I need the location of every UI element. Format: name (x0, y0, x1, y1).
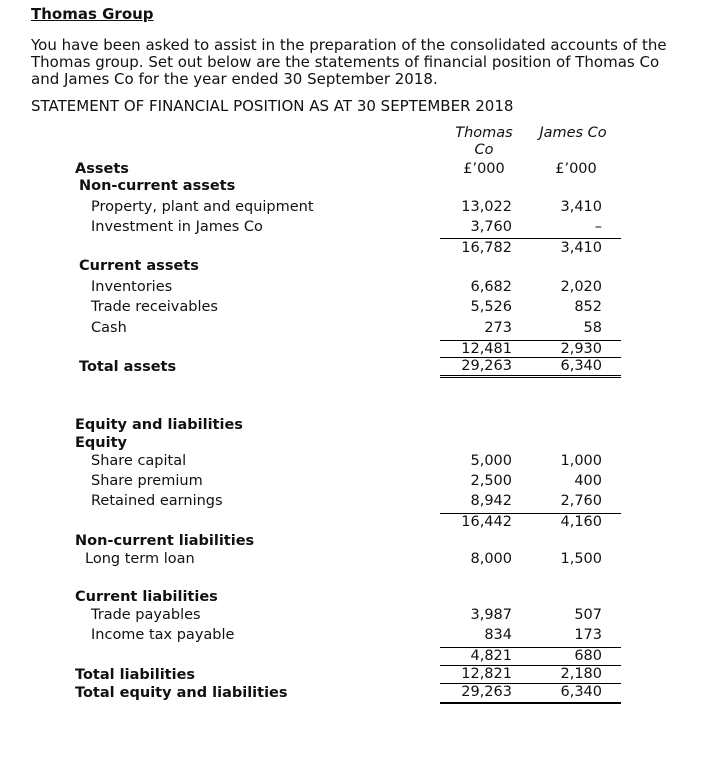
column-header-james: James Co (539, 125, 607, 141)
value-thomas: 5,000 (470, 453, 512, 469)
value-james: – (594, 219, 602, 235)
column-header-thomas (444, 125, 524, 159)
subtotal-thomas: 16,442 (461, 514, 512, 530)
value-james: 852 (574, 299, 602, 315)
line-item-label: Investment in James Co (91, 219, 263, 235)
non-current-assets-heading: Non-current assets (79, 178, 236, 194)
column-header-thomas-line1: Thomas (455, 125, 513, 141)
line-item-label: Share capital (91, 453, 187, 469)
unit-thomas: £’000 (463, 161, 505, 177)
total-equity-liabilities-thomas: 29,263 (461, 684, 512, 700)
value-james: 2,020 (560, 279, 602, 295)
unit-james: £’000 (555, 161, 597, 177)
value-thomas: 2,500 (470, 473, 512, 489)
line-item-label: Income tax payable (91, 627, 235, 643)
equity-liabilities-heading: Equity and liabilities (75, 417, 243, 433)
total-assets-james: 6,340 (560, 358, 602, 374)
subtotal-thomas: 4,821 (470, 648, 512, 664)
value-thomas: 834 (484, 627, 512, 643)
total-assets-label: Total assets (79, 359, 177, 375)
assets-heading: Assets (75, 161, 129, 177)
value-james: 58 (583, 320, 602, 336)
subtotal-james: 680 (574, 648, 602, 664)
value-james: 173 (574, 627, 602, 643)
subtotal-james: 4,160 (560, 514, 602, 530)
value-thomas: 273 (484, 320, 512, 336)
equity-heading: Equity (75, 435, 127, 451)
statement-heading: STATEMENT OF FINANCIAL POSITION AS AT 30 SEPTEMBER 2018 (31, 97, 514, 115)
subtotal-james: 3,410 (560, 240, 602, 256)
value-james: 400 (574, 473, 602, 489)
total-liabilities-thomas: 12,821 (461, 666, 512, 682)
line-item-label: Share premium (91, 473, 203, 489)
line-item-label: Long term loan (85, 551, 195, 567)
value-thomas: 6,682 (470, 279, 512, 295)
value-james: 1,500 (560, 551, 602, 567)
non-current-liabilities-heading: Non-current liabilities (75, 533, 255, 549)
line-item-label: Trade receivables (91, 299, 218, 315)
subtotal-rule (440, 238, 621, 239)
value-thomas: 3,987 (470, 607, 512, 623)
line-item-label: Trade payables (91, 607, 201, 623)
intro-paragraph: You have been asked to assist in the preparation of the consolidated accounts of the Thomas group. Set out below are the statements of financial position of Thomas Co and James Co for the year ended 30 September 2018. (31, 36, 667, 88)
value-thomas: 5,526 (470, 299, 512, 315)
final-total-thick-rule (440, 702, 621, 704)
total-assets-thomas: 29,263 (461, 358, 512, 374)
total-equity-liabilities-label: Total equity and liabilities (75, 685, 288, 701)
value-thomas: 13,022 (461, 199, 512, 215)
column-header-thomas-line2: Co (474, 142, 494, 158)
total-liabilities-label: Total liabilities (75, 667, 196, 683)
value-james: 507 (574, 607, 602, 623)
line-item-label: Retained earnings (91, 493, 223, 509)
value-thomas: 8,942 (470, 493, 512, 509)
line-item-label: Inventories (91, 279, 173, 295)
value-james: 3,410 (560, 199, 602, 215)
current-liabilities-heading: Current liabilities (75, 589, 218, 605)
subtotal-thomas: 16,782 (461, 240, 512, 256)
document-title: Thomas Group (31, 5, 154, 23)
line-item-label: Property, plant and equipment (91, 199, 314, 215)
value-thomas: 8,000 (470, 551, 512, 567)
value-james: 1,000 (560, 453, 602, 469)
subtotal-james: 2,930 (560, 341, 602, 357)
current-assets-heading: Current assets (79, 258, 199, 274)
value-james: 2,760 (560, 493, 602, 509)
subtotal-thomas: 12,481 (461, 341, 512, 357)
total-double-rule (440, 375, 621, 378)
value-thomas: 3,760 (470, 219, 512, 235)
total-liabilities-james: 2,180 (560, 666, 602, 682)
total-equity-liabilities-james: 6,340 (560, 684, 602, 700)
line-item-label: Cash (91, 320, 127, 336)
